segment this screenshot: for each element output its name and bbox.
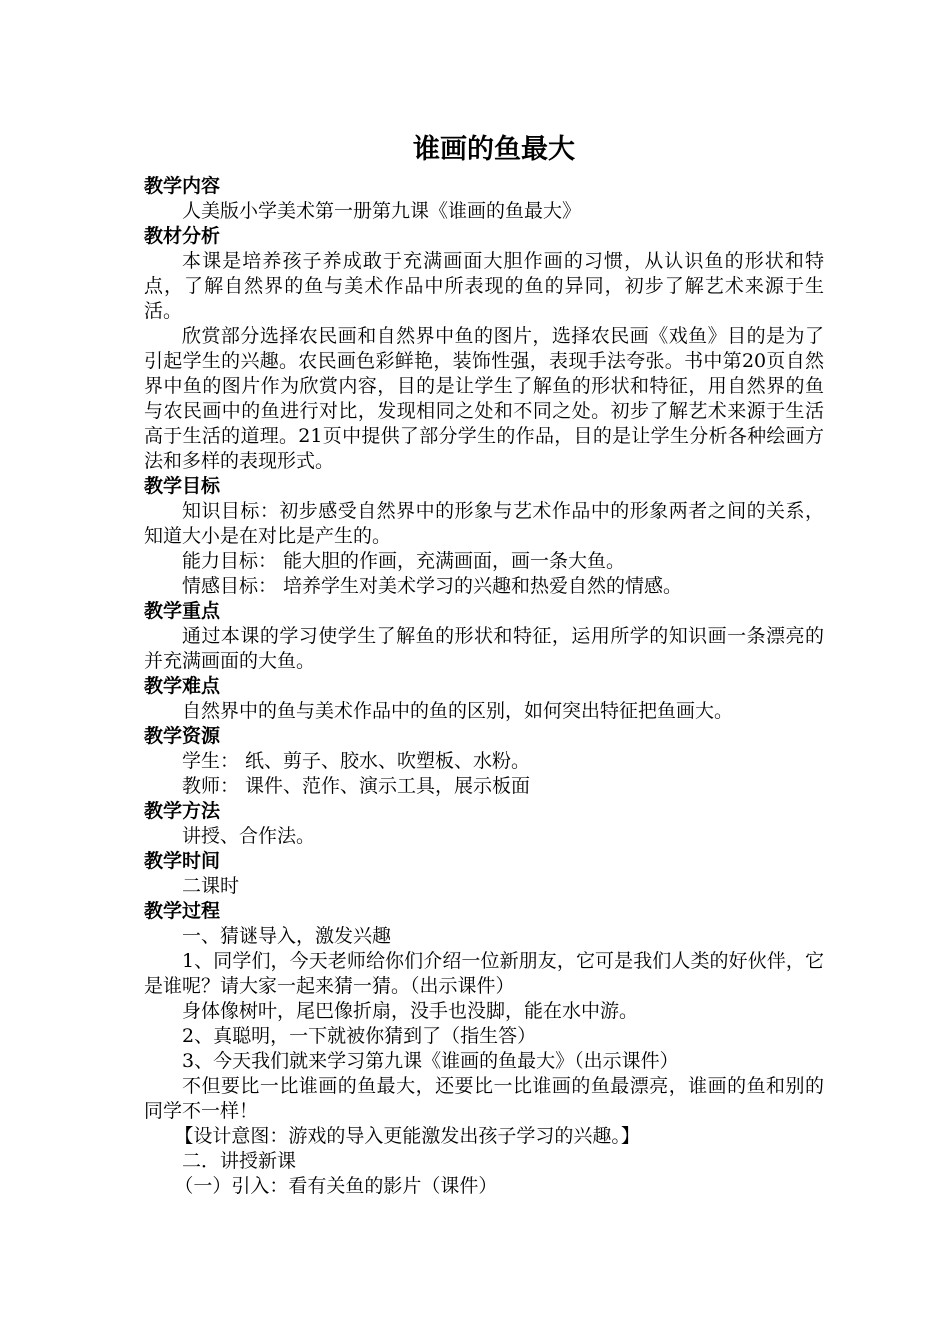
key-points-text: 通过本课的学习使学生了解鱼的形状和特征，运用所学的知识画一条漂亮的并充满画面的大鱼。 [144,625,824,672]
goal-ability: 能力目标： 能大胆的作画，充满画面，画一条大鱼。 [182,550,626,572]
heading-key-points: 教学重点 [144,600,221,622]
resources-students: 学生： 纸、剪子、胶水、吹塑板、水粉。 [182,750,531,772]
process-step-2-sub-1: （一）引入：看有关鱼的影片（课件） [174,1175,498,1197]
goal-knowledge: 知识目标：初步感受自然界中的形象与艺术作品中的形象两者之间的关系，知道大小是在对比是产生的。 [144,500,824,547]
teaching-content-text: 人美版小学美术第一册第九课《谁画的鱼最大》 [182,200,582,222]
process-paragraph-compare: 不但要比一比谁画的鱼最大，还要比一比谁画的鱼最漂亮，谁画的鱼和别的同学不一样！ [144,1075,824,1122]
document-title: 谁画的鱼最大 [413,134,575,165]
heading-difficulties: 教学难点 [144,675,221,697]
textbook-analysis-paragraph-1: 本课是培养孩子养成敢于充满画面大胆作画的习惯，从认识鱼的形状和特点，了解自然界的鱼与美术作品中所表现的鱼的异同，初步了解艺术来源于生活。 [144,250,824,322]
heading-teaching-content: 教学内容 [144,175,221,197]
heading-resources: 教学资源 [144,725,221,747]
goal-emotion: 情感目标： 培养学生对美术学习的兴趣和热爱自然的情感。 [182,575,683,597]
document-page [144,132,824,1199]
process-design-intent: 【设计意图：游戏的导入更能激发出孩子学习的兴趣。】 [174,1125,640,1147]
heading-methods: 教学方法 [144,800,221,822]
process-step-1-title: 一、猜谜导入，激发兴趣 [182,925,392,947]
process-step-2-title: 二．讲授新课 [182,1150,297,1172]
time-text: 二课时 [182,875,240,897]
methods-text: 讲授、合作法。 [182,825,316,847]
heading-textbook-analysis: 教材分析 [144,225,221,247]
textbook-analysis-paragraph-2: 欣赏部分选择农民画和自然界中鱼的图片，选择农民画《戏鱼》目的是为了引起学生的兴趣。农民画色彩鲜艳，装饰性强，表现手法夸张。书中第20页自然界中鱼的图片作为欣赏内容，目的是让学生了解鱼的形状和特征，用自然界的鱼与农民画中的鱼进行对比，发现相同之处和不同之处。初步了解艺术来源于生活高于生活的道理。21页中提供了部分学生的作品，目的是让学生分析各种绘画方法和多样的表现形式。 [144,325,824,472]
process-paragraph-intro: 1、同学们，今天老师给你们介绍一位新朋友，它可是我们人类的好伙伴，它是谁呢？请大家一起来猜一猜。（出示课件） [144,950,824,997]
heading-teaching-goals: 教学目标 [144,475,221,497]
heading-process: 教学过程 [144,900,221,922]
process-riddle: 身体像树叶，尾巴像折扇，没手也没脚，能在水中游。 [182,1000,639,1022]
process-paragraph-lesson: 3、今天我们就来学习第九课《谁画的鱼最大》（出示课件） [182,1050,679,1072]
heading-time: 教学时间 [144,850,221,872]
difficulties-text: 自然界中的鱼与美术作品中的鱼的区别，如何突出特征把鱼画大。 [182,700,734,722]
resources-teacher: 教师： 课件、范作、演示工具，展示板面 [182,775,531,797]
process-paragraph-answer: 2、真聪明，一下就被你猜到了（指生答） [182,1025,537,1047]
